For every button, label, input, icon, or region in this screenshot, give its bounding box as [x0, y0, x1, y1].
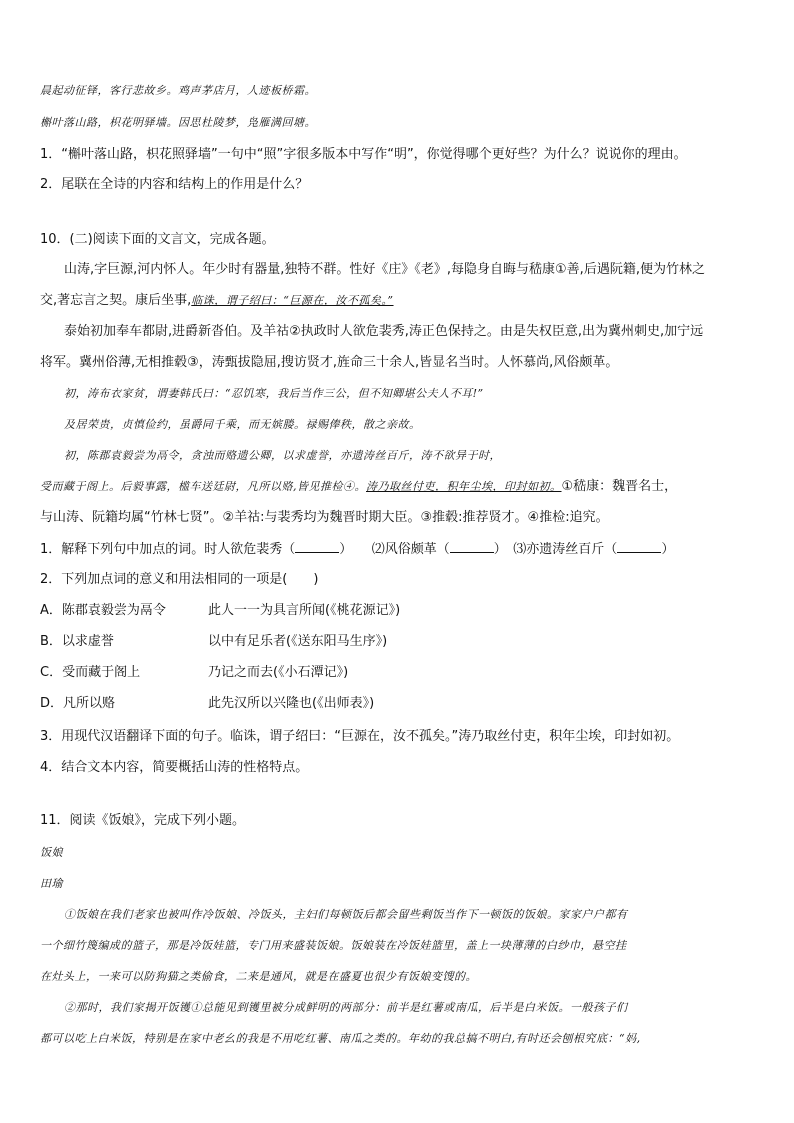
q11-para1-line2: 一个细竹篾编成的篮子，那是冷饭娃篮，专门用来盛装饭娘。饭娘装在冷饭娃篮里，盖上一块薄薄的白纱巾，悬空挂 [40, 939, 627, 952]
option-d-left: D．凡所以赂 [40, 696, 116, 711]
answer-blank-1[interactable] [295, 540, 339, 553]
q10-para6b-underlined: 涛乃取丝付吏，积年尘埃，印封如初。 [366, 480, 562, 493]
q11-para1-line1: ①饭娘在我们老家也被叫作冷饭娘、冷饭头，主妇们每顿饭后都会留些剩饭当作下一顿饭的饭娘。家家户户都有 [64, 908, 628, 921]
q10-para3: 初，涛布衣家贫，谓妻韩氏曰：“忍饥寒，我后当作三公，但不知卿堪公夫人不耳!” [64, 387, 484, 400]
q10-para6c: ①嵇康：魏晋名士， [561, 479, 678, 494]
q10-para5: 初，陈郡袁毅尝为鬲令，贪浊而赂遗公卿，以求虚誉，亦遗涛丝百斤，涛不欲异于时， [64, 449, 501, 462]
q11-para1-line3: 在灶头上，一来可以防狗猫之类偷食，二来是通风，就是在盛夏也很少有饭娘变馊的。 [40, 970, 477, 983]
option-b-right: 以中有足乐者(《送东阳马生序》) [208, 634, 388, 649]
q11-header: 11．阅读《饭娘》，完成下列小题。 [40, 813, 246, 828]
option-a-left: A．陈郡袁毅尝为鬲令 [40, 603, 166, 618]
q10-para4: 及居荣贵，贞慎俭约，虽爵同千乘，而无嫔媵。禄赐俸秩，散之亲故。 [64, 418, 421, 431]
q10-sub3: 3．用现代汉语翻译下面的句子。临诛，谓子绍曰：“巨源在，汝不孤矣。”涛乃取丝付吏，积年尘埃，印封如初。 [40, 729, 680, 744]
poem-line-1: 晨起动征铎，客行悲故乡。鸡声茅店月，人迹板桥霜。 [40, 84, 316, 97]
q10-para6a: 受而藏于阁上。后毅事露，槛车送廷尉，凡所以赂,皆见推检④。 [40, 480, 366, 493]
q10-sub1-d: ） [661, 542, 675, 557]
q10-sub1-b: ） ⑵风俗颇革（ [339, 542, 450, 557]
option-b-left: B．以求虚誉 [40, 634, 114, 649]
answer-blank-2[interactable] [450, 540, 494, 553]
q9-sub1: 1．“槲叶落山路，枳花照驿墙”一句中“照”字很多版本中写作“明”，你觉得哪个更好些？为什么？说说你的理由。 [40, 147, 687, 162]
q10-sub4: 4．结合文本内容，简要概括山涛的性格特点。 [40, 760, 309, 775]
q10-para2-line1: 泰始初加奉车都尉,进爵新沓伯。及羊祜②执政时人欲危裴秀,涛正色保持之。由是失权臣意,出为冀州刺史,加宁远 [64, 324, 704, 339]
q10-notes: 与山涛、阮籍均属“竹林七贤”。②羊祜:与裴秀均为魏晋时期大臣。③推毂:推荐贤才。④推检:追究。 [40, 510, 609, 525]
option-c-right: 乃记之而去(《小石潭记》) [208, 665, 349, 680]
q10-sub1-a: 1．解释下列句中加点的词。时人欲危裴秀（ [40, 542, 296, 557]
option-d-right: 此先汉所以兴隆也(《出师表》) [208, 696, 375, 711]
option-a-right: 此人一一为具言所闻(《桃花源记》) [208, 603, 401, 618]
option-c-left: C．受而藏于阁上 [40, 665, 141, 680]
answer-blank-3[interactable] [617, 540, 661, 553]
q10-para6 [40, 478, 677, 496]
q10-para1-line2 [40, 292, 394, 310]
q10-header: 10．(二)阅读下面的文言文，完成各题。 [40, 232, 275, 247]
q10-para1-line2b-underlined: 临诛，谓子绍曰：“巨源在，汝不孤矣。” [191, 294, 394, 307]
q11-para2-line1: ②那时，我们家揭开饭镬①总能见到镬里被分成鲜明的两部分：前半是红薯或南瓜，后半是白米饭。一般孩子们 [64, 1001, 628, 1014]
q11-para2-line2a: 都可以吃上白米饭，特别是在家中老幺的我是不用吃红薯、南瓜之类的。 [40, 1032, 408, 1045]
q10-para1-line2a: 交,著忘言之契。康后坐事, [40, 293, 192, 308]
q11-author: 田瑜 [40, 877, 63, 890]
q11-para2-line2b: 年幼的我总搞不明白,有时还会刨根究底：“妈, [408, 1032, 641, 1045]
q10-para2-line2: 将军。冀州俗薄,无相推毂③，涛甄拔隐屈,搜访贤才,旌命三十余人,皆显名当时。人怀慕尚,风俗颇革。 [40, 355, 619, 370]
q10-sub1-c: ） ⑶亦遗涛丝百斤（ [493, 542, 618, 557]
q9-sub2: 2．尾联在全诗的内容和结构上的作用是什么？ [40, 177, 309, 192]
q10-sub1 [40, 540, 674, 559]
q11-title: 饭娘 [40, 846, 63, 859]
poem-line-2: 槲叶落山路，枳花明驿墙。因思杜陵梦，凫雁满回塘。 [40, 116, 316, 129]
q10-sub2: 2．下列加点词的意义和用法相同的一项是( ) [40, 572, 319, 587]
q11-para2-line2 [40, 1030, 641, 1048]
q10-para1-line1: 山涛,字巨源,河内怀人。年少时有器量,独特不群。性好《庄》《老》,每隐身自晦与嵇康①善,后遇阮籍,便为竹林之 [64, 262, 705, 277]
